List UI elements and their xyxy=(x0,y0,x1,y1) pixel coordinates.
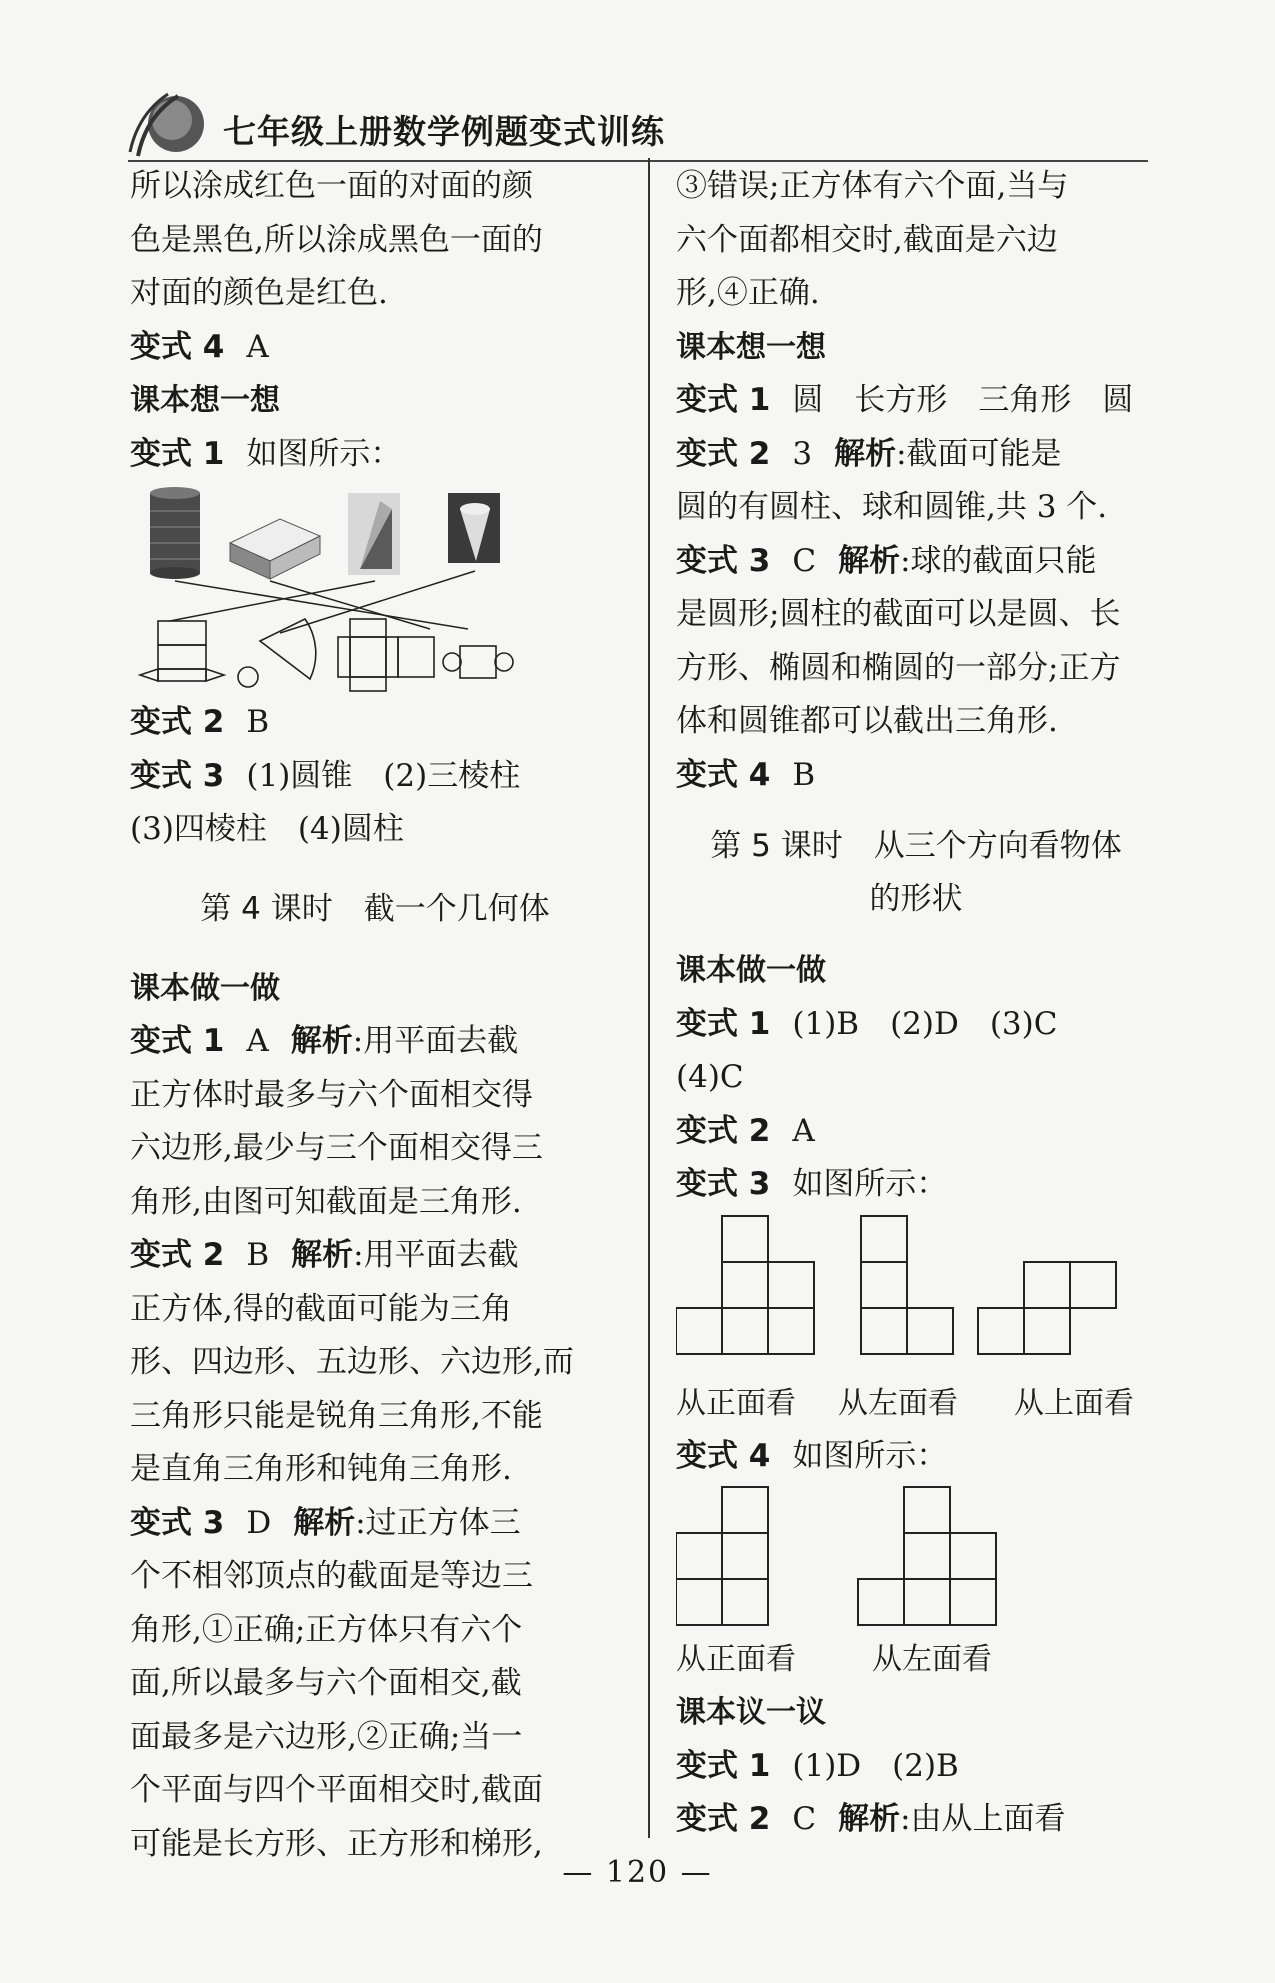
text-line: 色是黑色,所以涂成黑色一面的 xyxy=(130,221,543,258)
lesson-4-title: 第 4 课时 截一个几何体 xyxy=(200,890,550,927)
variant-label: 变式 2 xyxy=(130,704,225,740)
do-variant-3: 变式 3 如图所示： xyxy=(676,1166,948,1202)
do-variant-2: 变式 2 B 解析:用平面去截 xyxy=(130,1237,519,1273)
think-variant-2: 变式 2 B xyxy=(130,704,270,740)
variant-label: 变式 2 xyxy=(676,435,771,472)
analysis-label: 解析 xyxy=(838,542,901,579)
text-line: 所以涂成红色一面的对面的颜 xyxy=(130,168,533,204)
variant-label: 变式 3 xyxy=(676,542,771,579)
cuboid-net-icon xyxy=(338,619,434,691)
think-variant-1: 变式 1 圆 长方形 三角形 圆 xyxy=(676,382,1134,418)
text-line: 正方体时最多与六个面相交得 xyxy=(130,1076,533,1113)
think-variant-4: 变式 4 B xyxy=(676,756,816,793)
variant-label: 变式 1 xyxy=(676,382,771,418)
variant-label: 变式 1 xyxy=(130,435,225,472)
solids-to-nets-figure xyxy=(130,481,610,696)
top-view-grid xyxy=(978,1262,1116,1354)
section-heading-discuss: 课本议一议 xyxy=(676,1695,826,1730)
front-view-grid xyxy=(676,1487,768,1625)
text-line: (3)四棱柱 (4)圆柱 xyxy=(130,811,404,847)
text-line: 是直角三角形和钝角三角形. xyxy=(130,1451,512,1487)
think-variant-3: 变式 3 (1)圆锥 (2)三棱柱 xyxy=(130,757,521,794)
variant-label: 变式 3 xyxy=(130,757,225,794)
text-line: 面,所以最多与六个面相交,截 xyxy=(130,1665,522,1701)
variant-label: 变式 3 xyxy=(676,1166,771,1202)
book-logo-icon xyxy=(128,86,218,166)
text-line: 体和圆锥都可以截出三角形. xyxy=(676,703,1058,739)
front-view-grid xyxy=(676,1216,814,1354)
page-number: — 120 — xyxy=(562,1855,713,1890)
cylinder-photo xyxy=(150,487,200,579)
three-views-figure xyxy=(676,1212,1156,1377)
prism-net-icon xyxy=(140,621,224,681)
think-variant-1: 变式 1 如图所示： xyxy=(130,435,402,472)
analysis-label: 解析 xyxy=(838,1801,901,1837)
cylinder-net-icon xyxy=(443,646,513,678)
text-line: 对面的颜色是红色. xyxy=(130,275,388,311)
text-line: 角形,①正确;正方体只有六个 xyxy=(130,1611,523,1648)
think-variant-3: 变式 3 C 解析:球的截面只能 xyxy=(676,542,1097,579)
cone-net-icon xyxy=(238,619,316,687)
variant-label: 变式 2 xyxy=(676,1801,771,1837)
do-variant-1: 变式 1 (1)B (2)D (3)C xyxy=(676,1005,1058,1042)
text-line: 个不相邻顶点的截面是等边三 xyxy=(130,1558,533,1594)
box-photo xyxy=(230,519,320,579)
variant-label: 变式 4 xyxy=(676,756,771,793)
left-view-grid xyxy=(861,1216,953,1354)
variant-label: 变式 1 xyxy=(676,1005,771,1042)
lesson-5-title: 第 5 课时 从三个方向看物体 xyxy=(710,828,1122,864)
cone-photo xyxy=(448,493,500,563)
prism-photo xyxy=(348,493,400,575)
variant-label: 变式 4 xyxy=(130,328,225,365)
page-header xyxy=(128,86,688,166)
text-line: 是圆形;圆柱的截面可以是圆、长 xyxy=(676,596,1121,632)
analysis-label: 解析 xyxy=(291,1237,354,1273)
text-line: 形、四边形、五边形、六边形,而 xyxy=(130,1344,574,1380)
text-line: 六边形,最少与三个面相交得三 xyxy=(130,1130,543,1166)
section-heading-think: 课本想一想 xyxy=(676,329,826,365)
variant-label: 变式 2 xyxy=(130,1237,225,1273)
section-heading-do: 课本做一做 xyxy=(130,970,280,1006)
variant-4-answer xyxy=(130,321,620,375)
discuss-variant-2: 变式 2 C 解析:由从上面看 xyxy=(676,1801,1066,1837)
discuss-variant-1: 变式 1 (1)D (2)B xyxy=(676,1747,959,1784)
variant-label: 变式 1 xyxy=(130,1023,225,1059)
text-line: 六个面都相交时,截面是六边 xyxy=(676,221,1058,258)
variant-label: 变式 3 xyxy=(130,1504,225,1541)
think-variant-2: 变式 2 3 解析:截面可能是 xyxy=(676,435,1062,472)
view-captions: 从正面看 从左面看 xyxy=(676,1642,992,1677)
lesson-5-title-cont: 的形状 xyxy=(869,881,963,917)
matching-lines xyxy=(170,571,475,633)
two-views-figure xyxy=(676,1483,1156,1633)
variant-label: 变式 2 xyxy=(676,1112,771,1149)
text-line: 三角形只能是锐角三角形,不能 xyxy=(130,1397,543,1434)
text-line: 角形,由图可知截面是三角形. xyxy=(130,1183,522,1220)
do-variant-2: 变式 2 A xyxy=(676,1112,815,1149)
text-line: 个平面与四个平面相交时,截面 xyxy=(130,1772,543,1808)
view-captions: 从正面看 从左面看 从上面看 xyxy=(676,1385,1134,1421)
section-heading-think: 课本想一想 xyxy=(130,383,280,418)
text-line: 可能是长方形、正方形和梯形, xyxy=(130,1825,543,1862)
text-line: ③错误;正方体有六个面,当与 xyxy=(676,168,1069,204)
variant-label: 变式 1 xyxy=(676,1747,771,1784)
header-title: 七年级上册数学例题变式训练 xyxy=(223,112,665,151)
text-line: 面最多是六边形,②正确;当一 xyxy=(130,1718,523,1755)
analysis-label: 解析 xyxy=(834,435,897,472)
do-variant-1: 变式 1 A 解析:用平面去截 xyxy=(130,1023,519,1059)
analysis-label: 解析 xyxy=(293,1504,356,1541)
left-column xyxy=(130,160,620,1871)
answer: A xyxy=(246,328,269,365)
section-heading-do: 课本做一做 xyxy=(676,953,826,988)
text-line: (4)C xyxy=(676,1059,744,1095)
text-line: 形,④正确. xyxy=(676,275,820,311)
variant-label: 变式 4 xyxy=(676,1437,771,1474)
do-variant-3: 变式 3 D 解析:过正方体三 xyxy=(130,1504,521,1541)
column-divider xyxy=(648,158,650,1838)
text-line: 方形、椭圆和椭圆的一部分;正方 xyxy=(676,649,1121,686)
do-variant-4: 变式 4 如图所示： xyxy=(676,1437,948,1474)
text-line: 正方体,得的截面可能为三角 xyxy=(130,1290,512,1327)
right-column xyxy=(676,160,1156,1847)
left-view-grid xyxy=(858,1487,996,1625)
analysis-label: 解析 xyxy=(290,1023,353,1059)
text-line: 圆的有圆柱、球和圆锥,共 3 个. xyxy=(676,489,1108,525)
